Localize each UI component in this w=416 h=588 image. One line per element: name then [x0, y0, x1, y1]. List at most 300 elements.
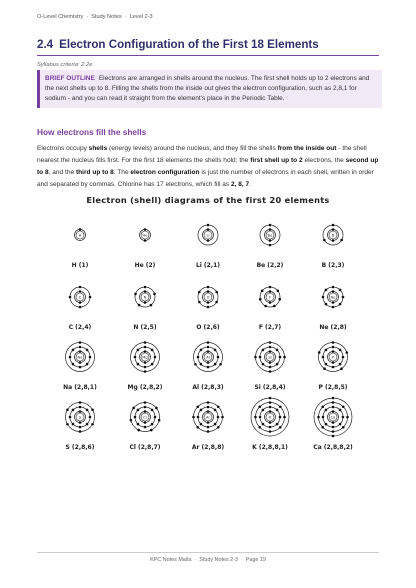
electron	[259, 298, 262, 301]
atom-mg	[128, 341, 163, 391]
atom-label: Ar (2,8,8)	[191, 444, 225, 451]
electron	[207, 341, 210, 344]
electron	[273, 305, 276, 308]
electron	[134, 356, 137, 359]
electron	[258, 426, 261, 429]
nucleus-symbol: Be	[267, 233, 273, 238]
electron	[151, 409, 154, 412]
electron	[279, 416, 282, 419]
bold-term: first shell up to 2	[250, 157, 303, 164]
body-text: , and the	[48, 169, 76, 176]
atom-be	[257, 224, 284, 269]
electron	[144, 421, 147, 424]
shell-diagrams	[0, 205, 416, 475]
electron	[79, 366, 82, 369]
atom-label: C (2,4)	[68, 324, 92, 331]
electron	[332, 301, 335, 304]
electron	[325, 289, 328, 292]
electron	[342, 426, 345, 429]
electron	[269, 370, 272, 373]
nucleus-symbol: Cl	[143, 415, 147, 420]
electron	[269, 286, 272, 289]
electron	[259, 416, 262, 419]
electron	[91, 408, 94, 411]
electron	[79, 346, 82, 349]
atom-label: Si (2,8,4)	[254, 384, 286, 391]
nucleus-symbol: Al	[206, 355, 210, 360]
atom-al	[192, 341, 224, 391]
atom-label: S (2,8,6)	[65, 444, 95, 451]
electron	[332, 286, 335, 289]
electron	[144, 286, 147, 289]
electron	[279, 426, 282, 429]
nucleus-symbol: H	[78, 233, 82, 238]
body-paragraph	[37, 143, 379, 191]
electron	[207, 239, 210, 242]
electron	[279, 356, 282, 359]
atom-k	[251, 397, 289, 451]
atom-label: Cl (2,8,7)	[129, 444, 161, 451]
electron	[72, 363, 75, 366]
electron	[269, 346, 272, 349]
electron	[332, 228, 335, 231]
atom-f	[259, 286, 282, 331]
electron	[269, 361, 272, 364]
atom-ca	[313, 397, 353, 451]
electron	[144, 301, 147, 304]
electron	[207, 301, 210, 304]
electron	[346, 416, 349, 419]
electron	[254, 356, 257, 359]
section-number: 2.4	[37, 38, 54, 51]
electron	[144, 370, 147, 373]
electron	[345, 351, 348, 354]
electron	[154, 416, 157, 419]
electron	[262, 409, 265, 412]
electron	[144, 406, 147, 409]
nucleus-symbol: He	[142, 233, 148, 238]
electron	[269, 401, 272, 404]
nucleus-symbol: C	[78, 295, 82, 300]
electron	[325, 349, 328, 352]
electron	[279, 405, 282, 408]
electron	[69, 356, 72, 359]
electron	[86, 409, 89, 412]
electron	[79, 406, 82, 409]
electron	[269, 426, 272, 429]
electron	[317, 416, 320, 419]
electron	[154, 356, 157, 359]
electron	[200, 349, 203, 352]
electron	[269, 350, 272, 353]
electron	[322, 416, 325, 419]
electron	[86, 423, 89, 426]
body-text: - the shell nearest the nucleus fills first. For the first 18 elements the shells hold: the	[37, 145, 367, 164]
atom-b	[322, 224, 345, 269]
nucleus-symbol: P	[331, 355, 335, 360]
electron	[198, 301, 201, 304]
electron	[339, 303, 342, 306]
brief-outline-text: Electrons are arranged in shells around the nucleus. The first shell holds up to 2 electrons and the next shells up to 8. Filling the shells from the inside out gives the electron configuration, such as 2,8,1 for sodium - and you can read it straight from the element's place in the Periodic Table.	[45, 75, 370, 102]
electron	[144, 228, 147, 231]
electron	[332, 366, 335, 369]
electron	[332, 426, 335, 429]
electron	[144, 426, 147, 429]
electron	[79, 306, 82, 309]
electron	[86, 349, 89, 352]
electron	[325, 409, 328, 412]
electron	[219, 363, 222, 366]
electron	[321, 405, 324, 408]
atom-label: H (1)	[71, 262, 89, 269]
electron	[79, 301, 82, 304]
electron	[72, 349, 75, 352]
electron	[79, 361, 82, 364]
footer-publisher: KPC Notes Malta	[150, 557, 192, 563]
electron	[217, 356, 220, 359]
electron	[79, 430, 82, 433]
electron	[339, 423, 342, 426]
electron	[322, 296, 325, 299]
electron	[207, 410, 210, 413]
electron	[91, 423, 94, 426]
electron	[276, 409, 279, 412]
electron	[215, 291, 218, 294]
atom-li	[196, 224, 220, 269]
header-subject: O-Level Chemistry	[37, 14, 84, 20]
nucleus-symbol: Si	[268, 355, 272, 360]
brief-outline-box	[37, 70, 382, 108]
nucleus-symbol: K	[268, 415, 272, 420]
footer-divider	[37, 552, 379, 553]
electron	[207, 366, 210, 369]
electron	[325, 363, 328, 366]
section-title-text: Electron Configuration of the First 18 Elements	[59, 38, 319, 51]
atom-ar	[192, 401, 225, 451]
electron	[214, 349, 217, 352]
electron	[138, 304, 141, 307]
nucleus-symbol: Li	[206, 233, 210, 238]
electron	[207, 228, 210, 231]
electron	[144, 341, 147, 344]
electron	[207, 224, 210, 227]
electron	[72, 409, 75, 412]
electron	[194, 363, 197, 366]
atom-label: O (2,6)	[196, 324, 220, 331]
electron	[151, 349, 154, 352]
electron	[332, 306, 335, 309]
atom-label: Mg (2,8,2)	[127, 384, 163, 391]
header-type: Study Notes	[91, 14, 122, 20]
electron	[332, 361, 335, 364]
atom-ne	[319, 286, 347, 331]
atom-label: Li (2,1)	[195, 262, 221, 269]
electron	[217, 405, 220, 408]
electron	[197, 416, 200, 419]
electron	[332, 397, 335, 400]
electron	[269, 406, 272, 409]
section-title	[37, 38, 379, 56]
electron	[144, 366, 147, 369]
electron	[340, 367, 343, 370]
electron	[200, 409, 203, 412]
electron	[332, 406, 335, 409]
atom-s	[66, 401, 95, 451]
electron	[332, 350, 335, 353]
electron	[207, 286, 210, 289]
atom-label: F (2,7)	[258, 324, 282, 331]
atom-n	[133, 286, 156, 331]
nucleus-symbol: N	[143, 295, 147, 300]
electron	[340, 239, 343, 242]
electron	[137, 429, 140, 432]
bold-term: electron configuration	[130, 169, 200, 176]
bold-term: second up to 8	[37, 157, 379, 176]
electron	[79, 410, 82, 413]
electron	[151, 363, 154, 366]
atom-label: Ne (2,8)	[319, 324, 347, 331]
nucleus-symbol: Na	[77, 355, 83, 360]
electron	[332, 410, 335, 413]
electron	[269, 290, 272, 293]
electron	[262, 349, 265, 352]
atom-o	[196, 286, 220, 331]
electron	[254, 416, 257, 419]
nucleus-symbol: S	[78, 415, 82, 420]
electron	[196, 405, 199, 408]
electron	[276, 363, 279, 366]
electron	[262, 423, 265, 426]
nucleus-symbol: O	[206, 295, 210, 300]
atom-label: P (2,8,5)	[318, 384, 348, 391]
electron	[321, 426, 324, 429]
electron	[130, 419, 133, 422]
electron	[283, 416, 286, 419]
electron	[158, 419, 161, 422]
electron	[150, 304, 153, 307]
electron	[207, 350, 210, 353]
atom-label: Al (2,8,3)	[192, 384, 224, 391]
atom-cl	[129, 401, 160, 451]
footer-doc: Study Notes 2-3	[199, 557, 238, 563]
electron	[262, 363, 265, 366]
electron	[342, 416, 345, 419]
atom-label: He (2)	[134, 262, 156, 269]
electron	[332, 401, 335, 404]
atom-label: N (2,5)	[133, 324, 157, 331]
electron	[339, 363, 342, 366]
electron	[207, 306, 210, 309]
electron	[207, 290, 210, 293]
electron	[214, 423, 217, 426]
electron	[137, 409, 140, 412]
electron	[79, 341, 82, 344]
atom-si	[254, 341, 286, 391]
electron	[207, 406, 210, 409]
electron	[79, 290, 82, 293]
electron	[66, 423, 69, 426]
electron	[269, 341, 272, 344]
atom-p	[318, 341, 348, 391]
electron	[69, 416, 72, 419]
body-text: . The	[113, 169, 131, 176]
electron	[269, 430, 272, 433]
electron	[259, 356, 262, 359]
electron	[144, 239, 147, 242]
body-text: is just the number of electrons in each shell, written in order and separated by commas. Chlorine has 17 electrons, which fill as	[37, 169, 374, 188]
electron	[214, 409, 217, 412]
electron	[155, 407, 158, 410]
electron	[325, 303, 328, 306]
electron	[66, 408, 69, 411]
header-level: Level 2-3	[129, 14, 153, 20]
electron	[79, 421, 82, 424]
atom-label: Be (2,2)	[256, 262, 284, 269]
electron	[332, 290, 335, 293]
electron	[278, 298, 281, 301]
running-footer: KPC Notes Malta · Study Notes 2-3 · Page 19	[150, 557, 266, 563]
electron	[79, 350, 82, 353]
figure-title: Electron (shell) diagrams of the first 20 elements	[86, 195, 330, 205]
body-text: .	[249, 181, 251, 188]
atom-label: B (2,3)	[321, 262, 345, 269]
brief-outline-tag: BRIEF OUTLINE	[45, 75, 95, 82]
atom-label: K (2,8,8,1)	[252, 444, 288, 451]
electron	[86, 363, 89, 366]
electron	[332, 224, 335, 227]
electron	[215, 301, 218, 304]
electron	[151, 423, 154, 426]
atom-c	[69, 286, 92, 331]
nucleus-symbol: B	[331, 233, 335, 238]
electron	[200, 423, 203, 426]
electron	[261, 289, 264, 292]
electron	[207, 346, 210, 349]
electron	[323, 239, 326, 242]
bold-term: shells	[88, 145, 108, 152]
electron	[79, 401, 82, 404]
electron	[198, 291, 201, 294]
subheading: How electrons fill the shells	[37, 127, 147, 137]
electron	[207, 361, 210, 364]
syllabus-criteria: Syllabus criteria: 2.2e	[37, 62, 93, 68]
electron	[134, 416, 137, 419]
electron	[269, 224, 272, 227]
nucleus-symbol: Ne	[330, 295, 336, 300]
electron	[332, 239, 335, 242]
electron	[318, 351, 321, 354]
nucleus-symbol: Ca	[330, 415, 336, 420]
electron	[207, 421, 210, 424]
running-header: O-Level Chemistry · Study Notes · Level 2-3	[37, 14, 153, 20]
footer-page: Page 19	[245, 557, 266, 563]
electron	[277, 289, 280, 292]
electron	[207, 401, 210, 404]
electron	[89, 356, 92, 359]
electron	[137, 363, 140, 366]
electron	[339, 409, 342, 412]
electron	[192, 416, 195, 419]
electron	[269, 239, 272, 242]
electron	[137, 349, 140, 352]
body-text: Electrons occupy	[37, 145, 89, 152]
electron	[269, 366, 272, 369]
electron	[283, 356, 286, 359]
electron	[269, 301, 272, 304]
electron	[221, 416, 224, 419]
electron	[144, 350, 147, 353]
electron	[89, 416, 92, 419]
bold-term: 2, 8, 7	[230, 181, 250, 188]
electron	[339, 289, 342, 292]
electron	[69, 296, 72, 299]
electron	[207, 426, 210, 429]
electron	[144, 410, 147, 413]
electron	[217, 426, 220, 429]
electron	[144, 361, 147, 364]
electron	[269, 397, 272, 400]
electron	[332, 421, 335, 424]
electron	[269, 228, 272, 231]
electron	[342, 296, 345, 299]
atom-label: Na (2,8,1)	[63, 384, 97, 391]
electron	[132, 407, 135, 410]
electron	[144, 290, 147, 293]
electron	[144, 401, 147, 404]
electron	[339, 349, 342, 352]
electron	[79, 228, 82, 231]
electron	[276, 349, 279, 352]
bold-term: third up to 8	[75, 169, 114, 176]
electron	[196, 426, 199, 429]
electron	[276, 423, 279, 426]
electron	[325, 423, 328, 426]
atom-h	[72, 228, 89, 269]
electron	[137, 423, 140, 426]
atom-he	[135, 228, 156, 269]
electron	[322, 356, 325, 359]
nucleus-symbol: Ar	[206, 415, 210, 420]
electron	[79, 426, 82, 429]
electron	[200, 363, 203, 366]
electron	[72, 423, 75, 426]
electron	[79, 286, 82, 289]
electron	[323, 367, 326, 370]
electron	[342, 356, 345, 359]
body-text: (energy levels) around the nucleus, and they fill the shells	[107, 145, 278, 152]
electron	[214, 363, 217, 366]
atom-na	[63, 341, 97, 391]
electron	[269, 421, 272, 424]
electron	[207, 430, 210, 433]
electron	[332, 430, 335, 433]
electron	[332, 435, 335, 438]
electron	[332, 341, 335, 344]
electron	[89, 296, 92, 299]
electron	[217, 416, 220, 419]
electron	[134, 293, 137, 296]
electron	[153, 293, 156, 296]
electron	[150, 429, 153, 432]
electron	[197, 356, 200, 359]
electron	[258, 405, 261, 408]
nucleus-symbol: F	[268, 295, 272, 300]
electron	[144, 346, 147, 349]
nucleus-symbol: Mg	[142, 355, 148, 360]
bold-term: from the inside out	[277, 145, 337, 152]
electron	[269, 410, 272, 413]
atom-label: Ca (2,8,8,2)	[313, 444, 353, 451]
